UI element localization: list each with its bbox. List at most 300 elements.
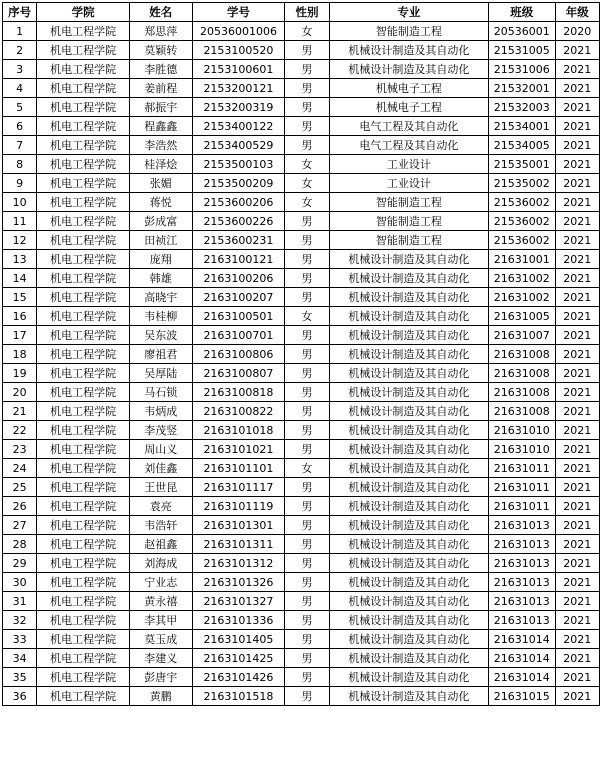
cell-seq: 18 <box>3 345 37 364</box>
cell-seq: 8 <box>3 155 37 174</box>
cell-gender: 女 <box>285 22 329 41</box>
cell-student-id: 2163101119 <box>192 497 285 516</box>
cell-grade: 2021 <box>555 136 599 155</box>
cell-class: 21631013 <box>489 611 556 630</box>
cell-college: 机电工程学院 <box>37 535 130 554</box>
cell-class: 21631008 <box>489 383 556 402</box>
cell-student-id: 2153500103 <box>192 155 285 174</box>
cell-major: 机械设计制造及其自动化 <box>329 573 488 592</box>
cell-college: 机电工程学院 <box>37 630 130 649</box>
cell-grade: 2021 <box>555 174 599 193</box>
cell-college: 机电工程学院 <box>37 193 130 212</box>
cell-seq: 11 <box>3 212 37 231</box>
cell-seq: 27 <box>3 516 37 535</box>
cell-college: 机电工程学院 <box>37 687 130 706</box>
table-row <box>3 649 600 668</box>
cell-major: 电气工程及其自动化 <box>329 117 488 136</box>
cell-grade: 2021 <box>555 41 599 60</box>
cell-major: 机械设计制造及其自动化 <box>329 668 488 687</box>
cell-major: 机械设计制造及其自动化 <box>329 288 488 307</box>
cell-grade: 2021 <box>555 345 599 364</box>
table-header-row <box>3 3 600 22</box>
cell-name: 黄鹏 <box>130 687 193 706</box>
cell-college: 机电工程学院 <box>37 345 130 364</box>
cell-seq: 22 <box>3 421 37 440</box>
cell-seq: 35 <box>3 668 37 687</box>
cell-grade: 2021 <box>555 60 599 79</box>
cell-gender: 男 <box>285 478 329 497</box>
cell-seq: 36 <box>3 687 37 706</box>
cell-student-id: 2153500209 <box>192 174 285 193</box>
cell-major: 机械设计制造及其自动化 <box>329 649 488 668</box>
cell-seq: 29 <box>3 554 37 573</box>
cell-name: 高晓宇 <box>130 288 193 307</box>
column-header-grade: 年级 <box>555 3 599 22</box>
cell-major: 工业设计 <box>329 174 488 193</box>
cell-seq: 1 <box>3 22 37 41</box>
cell-major: 机械设计制造及其自动化 <box>329 478 488 497</box>
cell-major: 机械设计制造及其自动化 <box>329 383 488 402</box>
cell-grade: 2021 <box>555 592 599 611</box>
cell-gender: 男 <box>285 136 329 155</box>
cell-name: 莫玉成 <box>130 630 193 649</box>
cell-gender: 男 <box>285 79 329 98</box>
table-row <box>3 573 600 592</box>
cell-gender: 男 <box>285 250 329 269</box>
cell-major: 机械设计制造及其自动化 <box>329 440 488 459</box>
cell-major: 机械设计制造及其自动化 <box>329 402 488 421</box>
table-row <box>3 269 600 288</box>
cell-name: 吴东波 <box>130 326 193 345</box>
cell-class: 21631015 <box>489 687 556 706</box>
cell-student-id: 2153600231 <box>192 231 285 250</box>
cell-class: 21631002 <box>489 288 556 307</box>
table-row <box>3 41 600 60</box>
cell-grade: 2021 <box>555 516 599 535</box>
cell-college: 机电工程学院 <box>37 288 130 307</box>
cell-seq: 17 <box>3 326 37 345</box>
cell-name: 庞翔 <box>130 250 193 269</box>
cell-college: 机电工程学院 <box>37 649 130 668</box>
cell-name: 张媚 <box>130 174 193 193</box>
cell-name: 桂泽烩 <box>130 155 193 174</box>
table-row <box>3 687 600 706</box>
cell-gender: 男 <box>285 687 329 706</box>
cell-name: 廖祖君 <box>130 345 193 364</box>
cell-student-id: 2163101117 <box>192 478 285 497</box>
cell-major: 机械设计制造及其自动化 <box>329 592 488 611</box>
cell-student-id: 2163101312 <box>192 554 285 573</box>
cell-class: 21631002 <box>489 269 556 288</box>
cell-student-id: 2163101101 <box>192 459 285 478</box>
cell-seq: 23 <box>3 440 37 459</box>
cell-grade: 2021 <box>555 402 599 421</box>
cell-name: 李浩然 <box>130 136 193 155</box>
cell-name: 姜前程 <box>130 79 193 98</box>
cell-name: 韦桂柳 <box>130 307 193 326</box>
cell-gender: 男 <box>285 345 329 364</box>
cell-class: 21536002 <box>489 212 556 231</box>
table-row <box>3 402 600 421</box>
cell-seq: 7 <box>3 136 37 155</box>
column-header-gender: 性别 <box>285 3 329 22</box>
cell-college: 机电工程学院 <box>37 117 130 136</box>
cell-seq: 6 <box>3 117 37 136</box>
cell-major: 机械设计制造及其自动化 <box>329 41 488 60</box>
cell-gender: 男 <box>285 440 329 459</box>
cell-student-id: 2163101426 <box>192 668 285 687</box>
table-row <box>3 554 600 573</box>
cell-college: 机电工程学院 <box>37 41 130 60</box>
cell-grade: 2021 <box>555 193 599 212</box>
cell-gender: 男 <box>285 535 329 554</box>
cell-grade: 2021 <box>555 155 599 174</box>
cell-major: 智能制造工程 <box>329 212 488 231</box>
cell-college: 机电工程学院 <box>37 174 130 193</box>
cell-class: 21631013 <box>489 535 556 554</box>
column-header-seq: 序号 <box>3 3 37 22</box>
cell-grade: 2021 <box>555 98 599 117</box>
cell-gender: 男 <box>285 231 329 250</box>
cell-student-id: 2153400122 <box>192 117 285 136</box>
table-row <box>3 345 600 364</box>
cell-college: 机电工程学院 <box>37 497 130 516</box>
cell-gender: 男 <box>285 98 329 117</box>
cell-student-id: 2163101311 <box>192 535 285 554</box>
cell-student-id: 2163101018 <box>192 421 285 440</box>
cell-major: 机械电子工程 <box>329 98 488 117</box>
cell-class: 21631011 <box>489 478 556 497</box>
cell-name: 郑思萍 <box>130 22 193 41</box>
cell-grade: 2021 <box>555 459 599 478</box>
cell-grade: 2021 <box>555 497 599 516</box>
cell-grade: 2021 <box>555 535 599 554</box>
cell-college: 机电工程学院 <box>37 402 130 421</box>
cell-college: 机电工程学院 <box>37 573 130 592</box>
cell-class: 21631013 <box>489 516 556 535</box>
cell-major: 智能制造工程 <box>329 22 488 41</box>
cell-seq: 31 <box>3 592 37 611</box>
cell-grade: 2021 <box>555 364 599 383</box>
cell-seq: 24 <box>3 459 37 478</box>
cell-gender: 女 <box>285 307 329 326</box>
cell-gender: 女 <box>285 155 329 174</box>
cell-seq: 2 <box>3 41 37 60</box>
cell-name: 彭成富 <box>130 212 193 231</box>
cell-major: 智能制造工程 <box>329 193 488 212</box>
cell-major: 机械设计制造及其自动化 <box>329 611 488 630</box>
cell-name: 李茂竖 <box>130 421 193 440</box>
cell-student-id: 2163101336 <box>192 611 285 630</box>
column-header-name: 姓名 <box>130 3 193 22</box>
cell-name: 刘海成 <box>130 554 193 573</box>
cell-seq: 13 <box>3 250 37 269</box>
cell-major: 机械设计制造及其自动化 <box>329 497 488 516</box>
cell-gender: 男 <box>285 573 329 592</box>
cell-college: 机电工程学院 <box>37 155 130 174</box>
cell-gender: 女 <box>285 174 329 193</box>
cell-class: 21536002 <box>489 231 556 250</box>
cell-college: 机电工程学院 <box>37 516 130 535</box>
cell-name: 韦浩轩 <box>130 516 193 535</box>
cell-gender: 男 <box>285 212 329 231</box>
cell-gender: 女 <box>285 193 329 212</box>
cell-gender: 男 <box>285 611 329 630</box>
cell-gender: 男 <box>285 497 329 516</box>
cell-name: 王世昆 <box>130 478 193 497</box>
cell-student-id: 2163101405 <box>192 630 285 649</box>
cell-gender: 男 <box>285 402 329 421</box>
table-row <box>3 516 600 535</box>
cell-college: 机电工程学院 <box>37 136 130 155</box>
cell-grade: 2021 <box>555 611 599 630</box>
cell-name: 李胜德 <box>130 60 193 79</box>
cell-class: 20536001 <box>489 22 556 41</box>
cell-class: 21535001 <box>489 155 556 174</box>
cell-grade: 2021 <box>555 383 599 402</box>
cell-name: 郝振宇 <box>130 98 193 117</box>
table-row <box>3 79 600 98</box>
cell-college: 机电工程学院 <box>37 440 130 459</box>
cell-class: 21631010 <box>489 440 556 459</box>
table-row <box>3 288 600 307</box>
cell-major: 机械设计制造及其自动化 <box>329 345 488 364</box>
table-header <box>3 3 600 22</box>
cell-name: 赵祖鑫 <box>130 535 193 554</box>
cell-seq: 25 <box>3 478 37 497</box>
cell-name: 宁业志 <box>130 573 193 592</box>
cell-college: 机电工程学院 <box>37 554 130 573</box>
cell-college: 机电工程学院 <box>37 60 130 79</box>
cell-gender: 男 <box>285 60 329 79</box>
cell-grade: 2021 <box>555 269 599 288</box>
cell-seq: 21 <box>3 402 37 421</box>
table-row <box>3 193 600 212</box>
cell-seq: 15 <box>3 288 37 307</box>
cell-seq: 30 <box>3 573 37 592</box>
cell-major: 机械设计制造及其自动化 <box>329 364 488 383</box>
table-row <box>3 155 600 174</box>
cell-major: 机械设计制造及其自动化 <box>329 516 488 535</box>
cell-major: 电气工程及其自动化 <box>329 136 488 155</box>
cell-name: 袁亮 <box>130 497 193 516</box>
cell-seq: 32 <box>3 611 37 630</box>
cell-gender: 男 <box>285 516 329 535</box>
cell-college: 机电工程学院 <box>37 269 130 288</box>
cell-name: 彭唐宇 <box>130 668 193 687</box>
cell-class: 21531006 <box>489 60 556 79</box>
cell-class: 21631014 <box>489 649 556 668</box>
cell-seq: 14 <box>3 269 37 288</box>
cell-seq: 4 <box>3 79 37 98</box>
cell-student-id: 2153200121 <box>192 79 285 98</box>
cell-student-id: 2163100206 <box>192 269 285 288</box>
cell-seq: 12 <box>3 231 37 250</box>
cell-grade: 2021 <box>555 79 599 98</box>
cell-student-id: 2153200319 <box>192 98 285 117</box>
cell-class: 21534001 <box>489 117 556 136</box>
table-row <box>3 364 600 383</box>
cell-gender: 男 <box>285 649 329 668</box>
cell-grade: 2021 <box>555 117 599 136</box>
cell-major: 工业设计 <box>329 155 488 174</box>
cell-gender: 男 <box>285 117 329 136</box>
cell-college: 机电工程学院 <box>37 231 130 250</box>
cell-seq: 34 <box>3 649 37 668</box>
cell-student-id: 2163100822 <box>192 402 285 421</box>
table-row <box>3 60 600 79</box>
cell-college: 机电工程学院 <box>37 364 130 383</box>
table-row <box>3 250 600 269</box>
cell-college: 机电工程学院 <box>37 250 130 269</box>
cell-college: 机电工程学院 <box>37 668 130 687</box>
cell-seq: 9 <box>3 174 37 193</box>
cell-gender: 男 <box>285 364 329 383</box>
table-row <box>3 459 600 478</box>
cell-gender: 男 <box>285 592 329 611</box>
cell-seq: 20 <box>3 383 37 402</box>
cell-student-id: 2163101518 <box>192 687 285 706</box>
table-row <box>3 383 600 402</box>
cell-class: 21631001 <box>489 250 556 269</box>
cell-student-id: 2163100501 <box>192 307 285 326</box>
cell-student-id: 2163101326 <box>192 573 285 592</box>
cell-seq: 33 <box>3 630 37 649</box>
cell-student-id: 2163101425 <box>192 649 285 668</box>
table-row <box>3 117 600 136</box>
cell-college: 机电工程学院 <box>37 79 130 98</box>
cell-student-id: 2153100520 <box>192 41 285 60</box>
cell-gender: 男 <box>285 630 329 649</box>
cell-college: 机电工程学院 <box>37 421 130 440</box>
table-row <box>3 231 600 250</box>
cell-class: 21631011 <box>489 497 556 516</box>
cell-name: 吴厚陆 <box>130 364 193 383</box>
column-header-major: 专业 <box>329 3 488 22</box>
cell-college: 机电工程学院 <box>37 98 130 117</box>
cell-gender: 男 <box>285 269 329 288</box>
cell-grade: 2021 <box>555 288 599 307</box>
table-row <box>3 668 600 687</box>
cell-grade: 2021 <box>555 231 599 250</box>
cell-class: 21631008 <box>489 345 556 364</box>
cell-grade: 2021 <box>555 478 599 497</box>
cell-major: 机械设计制造及其自动化 <box>329 535 488 554</box>
cell-name: 李建义 <box>130 649 193 668</box>
cell-name: 黄永禧 <box>130 592 193 611</box>
cell-college: 机电工程学院 <box>37 478 130 497</box>
cell-grade: 2021 <box>555 326 599 345</box>
cell-student-id: 2163101021 <box>192 440 285 459</box>
cell-major: 机械设计制造及其自动化 <box>329 459 488 478</box>
column-header-student-id: 学号 <box>192 3 285 22</box>
cell-gender: 男 <box>285 554 329 573</box>
cell-major: 机械设计制造及其自动化 <box>329 307 488 326</box>
cell-grade: 2021 <box>555 421 599 440</box>
cell-grade: 2020 <box>555 22 599 41</box>
table-row <box>3 22 600 41</box>
cell-name: 刘佳鑫 <box>130 459 193 478</box>
cell-class: 21534005 <box>489 136 556 155</box>
cell-gender: 女 <box>285 459 329 478</box>
cell-class: 21531005 <box>489 41 556 60</box>
cell-name: 韦炳成 <box>130 402 193 421</box>
cell-major: 机械设计制造及其自动化 <box>329 630 488 649</box>
cell-seq: 16 <box>3 307 37 326</box>
cell-student-id: 2163100807 <box>192 364 285 383</box>
cell-student-id: 2153600206 <box>192 193 285 212</box>
cell-class: 21536002 <box>489 193 556 212</box>
cell-seq: 10 <box>3 193 37 212</box>
cell-class: 21631010 <box>489 421 556 440</box>
cell-major: 智能制造工程 <box>329 231 488 250</box>
cell-grade: 2021 <box>555 307 599 326</box>
cell-major: 机械电子工程 <box>329 79 488 98</box>
cell-student-id: 2153400529 <box>192 136 285 155</box>
cell-class: 21532001 <box>489 79 556 98</box>
cell-grade: 2021 <box>555 649 599 668</box>
cell-class: 21631007 <box>489 326 556 345</box>
cell-major: 机械设计制造及其自动化 <box>329 326 488 345</box>
cell-class: 21631008 <box>489 364 556 383</box>
table-row <box>3 421 600 440</box>
cell-name: 李其甲 <box>130 611 193 630</box>
cell-major: 机械设计制造及其自动化 <box>329 687 488 706</box>
cell-class: 21535002 <box>489 174 556 193</box>
table-row <box>3 630 600 649</box>
cell-student-id: 2163100121 <box>192 250 285 269</box>
cell-college: 机电工程学院 <box>37 326 130 345</box>
cell-student-id: 2163101327 <box>192 592 285 611</box>
cell-major: 机械设计制造及其自动化 <box>329 250 488 269</box>
table-row <box>3 497 600 516</box>
table-row <box>3 98 600 117</box>
table-row <box>3 212 600 231</box>
cell-student-id: 2153600226 <box>192 212 285 231</box>
cell-class: 21631013 <box>489 592 556 611</box>
table-row <box>3 535 600 554</box>
cell-major: 机械设计制造及其自动化 <box>329 269 488 288</box>
cell-gender: 男 <box>285 41 329 60</box>
cell-college: 机电工程学院 <box>37 611 130 630</box>
cell-name: 周山义 <box>130 440 193 459</box>
cell-class: 21631013 <box>489 573 556 592</box>
cell-class: 21631014 <box>489 668 556 687</box>
cell-college: 机电工程学院 <box>37 307 130 326</box>
table-row <box>3 478 600 497</box>
table-row <box>3 307 600 326</box>
cell-grade: 2021 <box>555 668 599 687</box>
cell-grade: 2021 <box>555 687 599 706</box>
cell-grade: 2021 <box>555 250 599 269</box>
table-row <box>3 592 600 611</box>
cell-student-id: 2163100701 <box>192 326 285 345</box>
cell-student-id: 2153100601 <box>192 60 285 79</box>
table-row <box>3 136 600 155</box>
table-row <box>3 611 600 630</box>
cell-major: 机械设计制造及其自动化 <box>329 60 488 79</box>
table-body <box>3 22 600 706</box>
cell-gender: 男 <box>285 421 329 440</box>
cell-student-id: 2163101301 <box>192 516 285 535</box>
student-roster-table <box>2 2 600 706</box>
cell-seq: 5 <box>3 98 37 117</box>
cell-grade: 2021 <box>555 554 599 573</box>
cell-major: 机械设计制造及其自动化 <box>329 421 488 440</box>
cell-class: 21631011 <box>489 459 556 478</box>
cell-college: 机电工程学院 <box>37 22 130 41</box>
cell-major: 机械设计制造及其自动化 <box>329 554 488 573</box>
